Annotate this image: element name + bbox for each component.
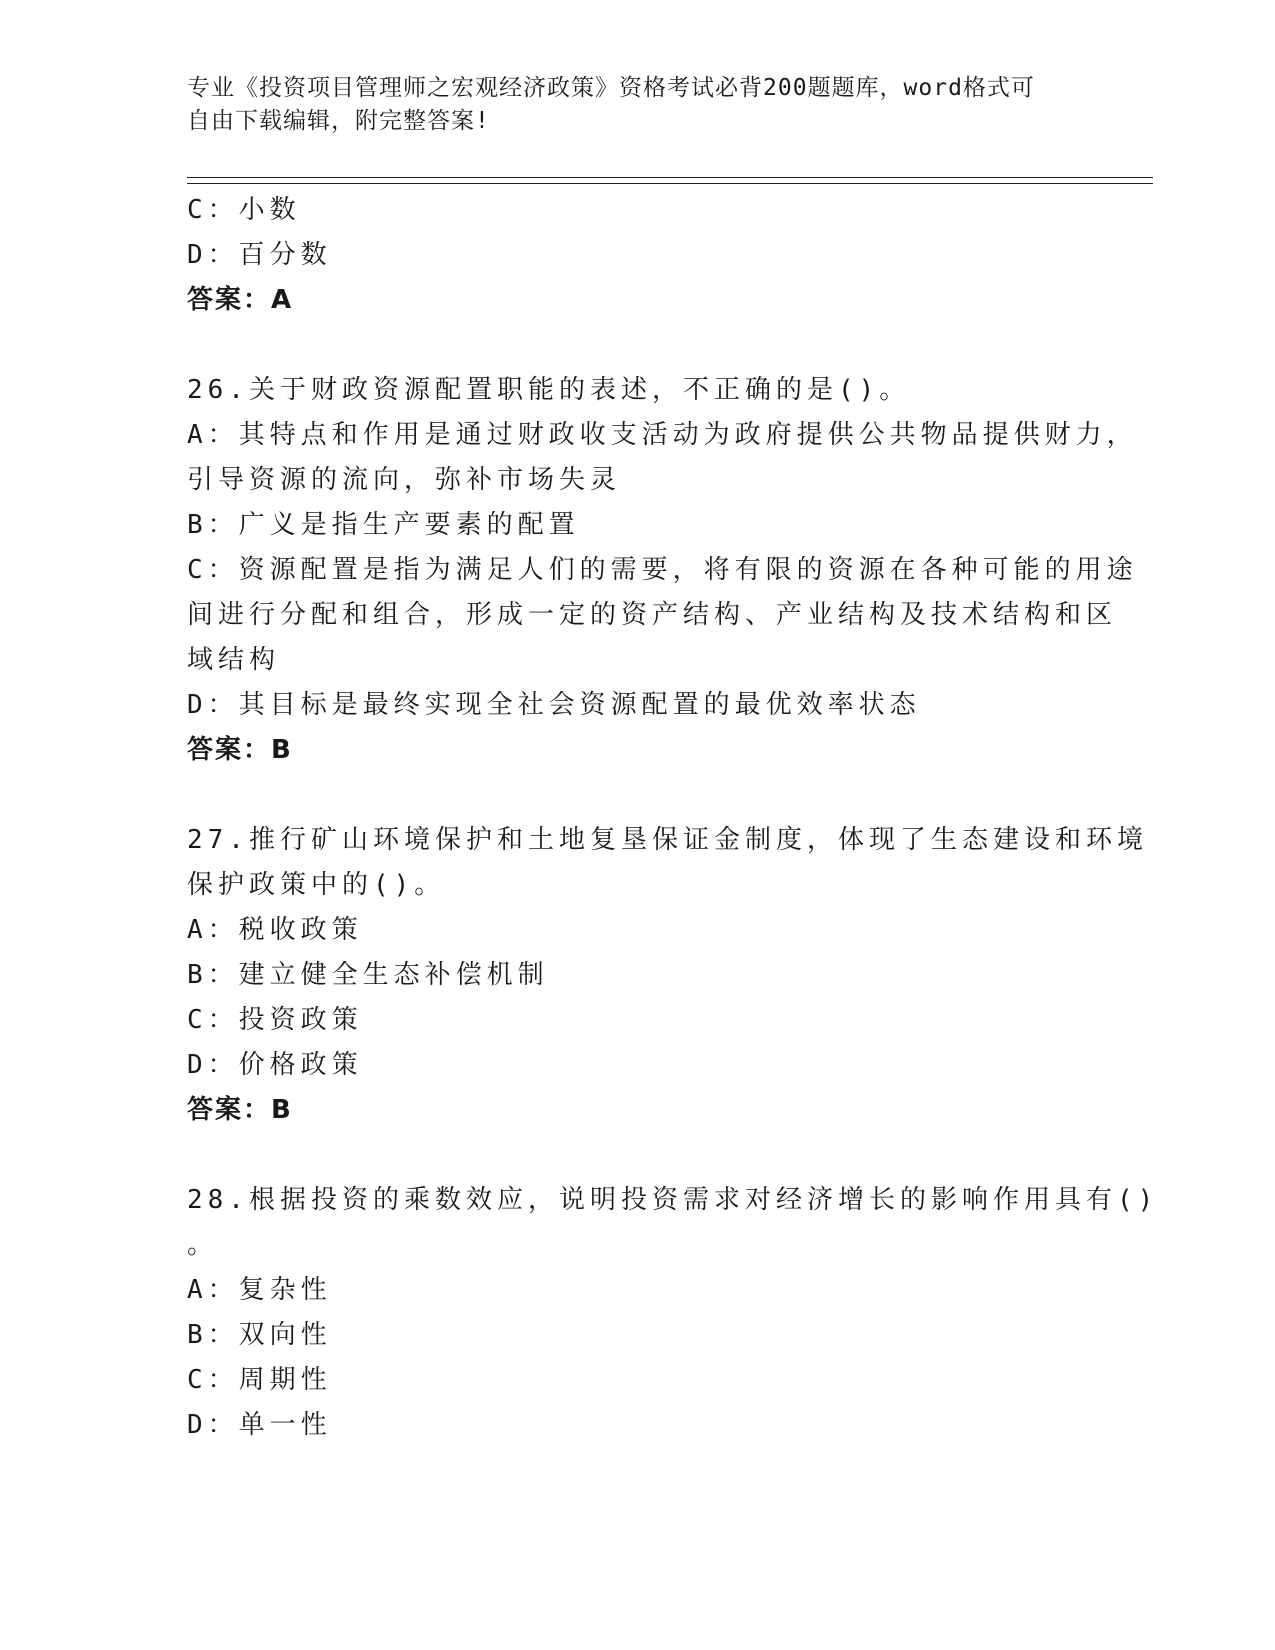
option-c: C：周期性: [187, 1365, 332, 1395]
question-28: [187, 1178, 1159, 1448]
option-a: A：其特点和作用是通过财政收支活动为政府提供公共物品提供财力，: [187, 420, 1138, 450]
answer: 答案：B: [187, 1095, 293, 1125]
question-stem-continued: 。: [187, 1230, 219, 1260]
header-divider-top: [187, 177, 1153, 178]
option-a: A：复杂性: [187, 1275, 332, 1305]
answer: 答案：B: [187, 735, 293, 765]
question-stem: 26.关于财政资源配置职能的表述，不正确的是()。: [187, 375, 911, 405]
option-b: B：建立健全生态补偿机制: [187, 960, 549, 990]
option-d: D：单一性: [187, 1410, 332, 1440]
option-d: D：百分数: [187, 240, 332, 270]
option-c-continued: 域结构: [187, 645, 281, 675]
option-d: D：其目标是最终实现全社会资源配置的最优效率状态: [187, 690, 921, 720]
header-title-line-1: 专业《投资项目管理师之宏观经济政策》资格考试必背200题题库，word格式可: [187, 75, 1035, 101]
spacer: [187, 1133, 1087, 1178]
option-b: B：广义是指生产要素的配置: [187, 510, 580, 540]
question-stem-continued: 保护政策中的()。: [187, 870, 446, 900]
header-divider-bottom: [187, 183, 1153, 184]
question-stem: 28.根据投资的乘数效应，说明投资需求对经济增长的影响作用具有(): [187, 1185, 1159, 1215]
option-a: A：税收政策: [187, 915, 363, 945]
option-d: D：价格政策: [187, 1050, 363, 1080]
option-b: B：双向性: [187, 1320, 332, 1350]
question-26: [187, 368, 1138, 773]
previous-question-tail: [187, 188, 1087, 323]
option-c: C：小数: [187, 195, 301, 225]
answer: 答案：A: [187, 285, 294, 315]
spacer: [187, 323, 1087, 368]
option-a-continued: 引导资源的流向，弥补市场失灵: [187, 465, 622, 495]
question-stem: 27.推行矿山环境保护和土地复垦保证金制度，体现了生态建设和环境: [187, 825, 1148, 855]
option-c-continued: 间进行分配和组合，形成一定的资产结构、产业结构及技术结构和区: [187, 600, 1118, 630]
spacer: [187, 773, 1087, 818]
header-title-line-2: 自由下载编辑，附完整答案!: [187, 108, 490, 134]
question-27: [187, 818, 1148, 1133]
option-c: C：投资政策: [187, 1005, 363, 1035]
document-header: [187, 72, 1087, 138]
question-content: [187, 188, 1159, 1448]
option-c: C：资源配置是指为满足人们的需要，将有限的资源在各种可能的用途: [187, 555, 1138, 585]
